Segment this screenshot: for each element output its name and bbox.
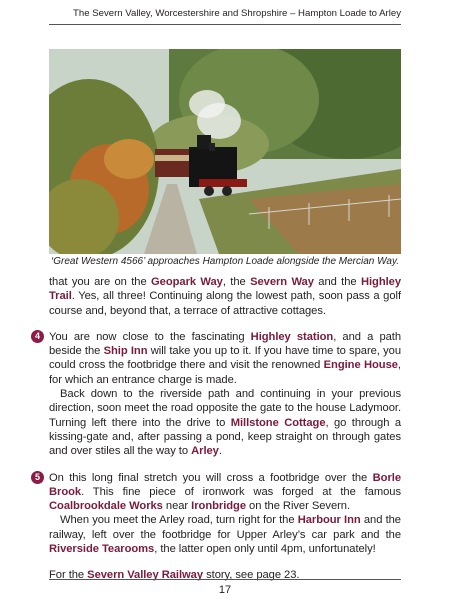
highley-trail-label: Highley Trail (49, 276, 402, 303)
section-5-paragraph-2: When you meet the Arley road, turn right for the Harbour Inn and the railway, left over the footbridge for Upper Arley’s car park and the Riverside Tearooms, the latter open only until 4pm, unfortunately! (49, 514, 401, 556)
geopark-way-label: Geopark Way (151, 276, 223, 288)
running-header (49, 6, 401, 25)
section-4 (35, 330, 402, 459)
train-photo-illustration (49, 49, 401, 254)
highley-station-label: Highley station (250, 330, 334, 343)
section-4-paragraph-1: You are now close to the fascinating Highley station, and a path beside the Ship Inn will take you up to it. If you have time to spare, you could cross the footbridge there and visit the renowned Engine House, for which an entrance charge is made. (49, 330, 402, 386)
footer-divider (49, 579, 401, 580)
photo-caption: ‘Great Western 4566’ approaches Hampton Loade alongside the Mercian Way. (51, 256, 399, 267)
coalbrookdale-works-label: Coalbrookdale Works (49, 500, 163, 513)
ship-inn-label: Ship Inn (103, 345, 148, 358)
harbour-inn-label: Harbour Inn (297, 514, 361, 527)
section-4-paragraph-2: Back down to the riverside path and continuing in your previous direction, soon meet the road opposite the gate to the house Ladymoor. Turning left there into the drive to Millstone Cottage, go through a kissing-gate and, after passing a pond, keep straight on through gates and over stiles all the way to Arley. (49, 388, 401, 458)
severn-way-label: Severn Way (250, 276, 314, 288)
arley-label: Arley (191, 445, 219, 458)
millstone-cottage-label: Millstone Cottage (230, 416, 326, 429)
borle-brook-label: Borle Brook (49, 471, 401, 498)
step-4-badge: 4 (31, 330, 44, 343)
header-title: The Severn Valley, Worcestershire and Shropshire – Hampton Loade to Arley (73, 8, 401, 19)
severn-valley-railway-label: Severn Valley Railway (87, 569, 204, 582)
ironbridge-label: Ironbridge (191, 500, 246, 513)
body-text (35, 275, 402, 583)
section-5-paragraph-1: On this long final stretch you will cross a footbridge over the Borle Brook. This fine piece of ironwork was forged at the famous Coalbrookdale Works near Ironbridge on the River Severn. (49, 471, 401, 513)
step-5-badge: 5 (31, 471, 44, 484)
closing-paragraph: For the Severn Valley Railway story, see page 23. (49, 569, 300, 582)
section-5 (35, 471, 401, 557)
engine-house-label: Engine House (323, 359, 398, 372)
page-number: 17 (218, 584, 232, 596)
paragraph-intro: that you are on the Geopark Way, the Severn Way and the Highley Trail. Yes, all three! Continuing along the lowest path, soon pass a golf course and, beyond that, a terrace of attractive cottages. (49, 276, 402, 317)
riverside-tearooms-label: Riverside Tearooms (49, 543, 155, 556)
train-photo (49, 49, 401, 254)
